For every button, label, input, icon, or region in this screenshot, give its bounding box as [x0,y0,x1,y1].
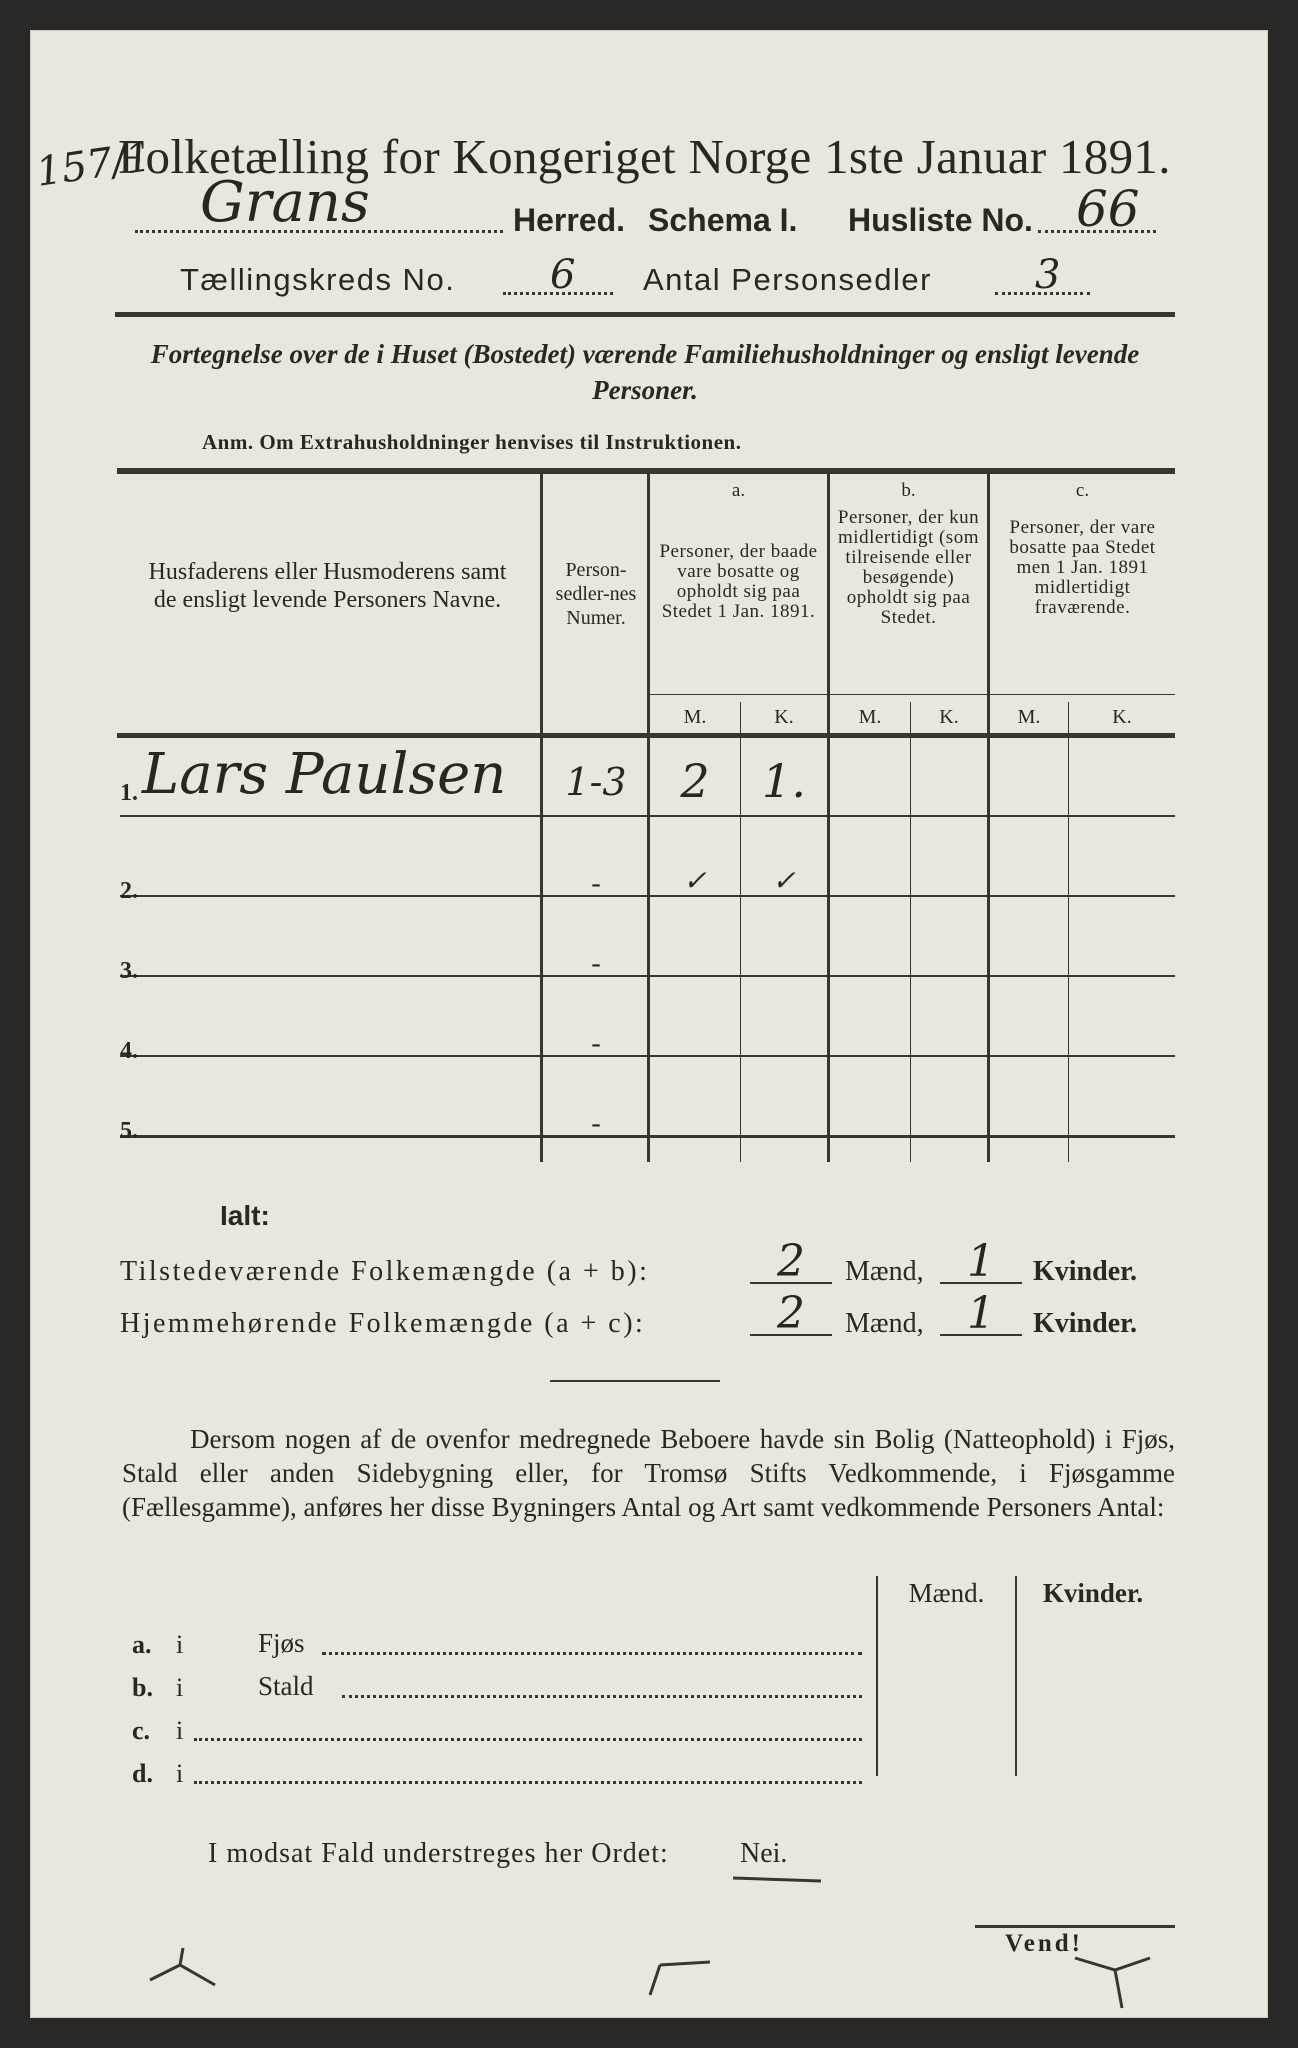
intro-heading: Fortegnelse over de i Huset (Bostedet) værende Familiehusholdninger og ensligt levende Personer. [150,339,1140,405]
col-header-num: Person-sedler-nes Numer. [555,559,637,629]
corner-mark-center [640,1950,730,2010]
personsedler-value: 3 [1035,252,1061,298]
building-a-dotline [322,1652,862,1655]
col-b-letter: b. [901,480,916,501]
col-header-c: Personer, der vare bosatte paa Stedet men 1 Jan. 1891 midlertidigt fraværende. [1009,517,1156,618]
building-c-dotline [194,1738,862,1741]
col-sep-1 [540,474,543,1162]
herred-label: Herred. [513,202,626,238]
buildings-col-sep-2 [1015,1576,1017,1776]
col-header-b: Personer, der kun midlertidigt (som tilreisende eller besøgende) opholdt sig paa Stedet. [837,507,980,628]
col-c-k: K. [1112,706,1132,728]
col-sep-c-mk [1068,702,1069,1162]
col-sep-3 [827,474,830,1162]
row-3-num: - [591,948,601,979]
schema-label: Schema I. [648,202,798,238]
building-b-letter: b. [132,1673,153,1702]
margin-note: 157/1 [33,134,154,196]
buildings-col-sep-1 [876,1576,878,1776]
nei-word: Nei. [740,1838,788,1869]
row-1-no: 1. [120,780,138,806]
col-b-m: M. [858,706,882,728]
census-form-sheet [30,30,1268,2018]
col-sep-b-mk [910,702,911,1162]
husliste-label: Husliste No. [848,202,1033,238]
table-top-rule [117,468,1175,474]
corner-mark-left [145,1940,235,2000]
row-rule-3 [120,975,1175,977]
row-1-a-k: 1. [762,754,806,808]
kreds-value: 6 [550,252,576,298]
row-5-no: 5. [120,1118,138,1144]
row-rule-2 [120,895,1175,897]
building-a-prep: i [176,1630,184,1659]
row-5-num: - [591,1108,601,1139]
building-c-letter: c. [132,1716,151,1745]
vend-rule [975,1925,1175,1928]
row-rule-1 [120,815,1175,817]
building-d-dotline [194,1781,862,1784]
row-2-a-k: ✓ [772,864,796,897]
row-1-num: 1-3 [565,760,627,804]
col-sep-4 [987,474,990,1162]
herred-value: Grans [200,170,370,235]
col-b-k: K. [939,706,959,728]
row-4-no: 4. [120,1038,138,1064]
col-sep-2 [647,474,650,1162]
nei-underline [733,1876,821,1882]
building-a-letter: a. [132,1630,152,1659]
row-rule-5 [120,1135,1175,1138]
row-2-no: 2. [120,878,138,904]
building-b-prep: i [176,1673,184,1702]
present-maend: Mænd, [845,1256,924,1287]
building-d-prep: i [176,1759,184,1788]
building-c-prep: i [176,1716,184,1745]
home-k-value: 1 [967,1288,995,1339]
home-label: Hjemmehørende Folkemængde (a + c): [120,1308,646,1339]
col-c-letter: c. [1075,480,1090,501]
anm-note: Anm. Om Extrahusholdninger henvises til Instruktionen. [202,430,742,454]
ialt-label: Ialt: [220,1200,270,1231]
col-a-letter: a. [731,480,746,501]
row-1-name: Lars Paulsen [142,742,507,807]
row-rule-4 [120,1055,1175,1057]
row-2-num: - [591,868,601,899]
row-2-a-m: ✓ [683,864,707,897]
col-header-name: Husfaderens eller Husmoderens samt de ensligt levende Personers Navne. [148,559,507,613]
row-1-a-m: 2 [680,754,710,808]
husliste-value: 66 [1076,180,1140,238]
building-b-label: Stald [258,1671,314,1701]
present-label: Tilstedeværende Folkemængde (a + b): [120,1256,650,1287]
row-4-num: - [591,1028,601,1059]
present-kvinder: Kvinder. [1033,1256,1137,1287]
corner-mark-right [1070,1950,1160,2020]
form-title: Folketælling for Kongeriget Norge 1ste Januar 1891. [118,129,1171,184]
home-kvinder: Kvinder. [1033,1308,1137,1339]
building-b-dotline [342,1695,862,1698]
col-a-k: K. [774,706,794,728]
personsedler-label: Antal Personsedler [643,262,932,297]
home-m-value: 2 [777,1288,805,1339]
home-maend: Mænd, [845,1308,924,1339]
building-a-label: Fjøs [258,1628,305,1658]
section-divider [550,1380,720,1382]
present-m-value: 2 [777,1236,805,1287]
col-a-m: M. [683,706,707,728]
col-header-a: Personer, der baade vare bosatte og opholdt sig paa Stedet 1 Jan. 1891. [659,541,818,622]
nei-text: I modsat Fald understreges her Ordet: [208,1838,669,1869]
building-d-letter: d. [132,1759,153,1788]
mk-rule [650,694,1175,695]
table-header-rule [117,733,1175,738]
header-rule [115,312,1175,317]
present-k-value: 1 [967,1236,995,1287]
col-c-m: M. [1017,706,1041,728]
buildings-col-maend: Mænd. [908,1578,985,1608]
vend-label: Vend! [1005,1930,1083,1957]
row-3-no: 3. [120,958,138,984]
buildings-col-kvinder: Kvinder. [1042,1578,1144,1608]
kreds-label: Tællingskreds No. [180,262,456,297]
buildings-text: Dersom nogen af de ovenfor medregnede Beboere havde sin Bolig (Natteophold) i Fjøs, Stald eller anden Sidebygning eller, for Tromsø Stifts Vedkommende, i Fjøsgamme (Fællesgamme), anføres her disse Bygningers Antal og Art samt vedkommende Personers Antal: [122,1424,1175,1522]
